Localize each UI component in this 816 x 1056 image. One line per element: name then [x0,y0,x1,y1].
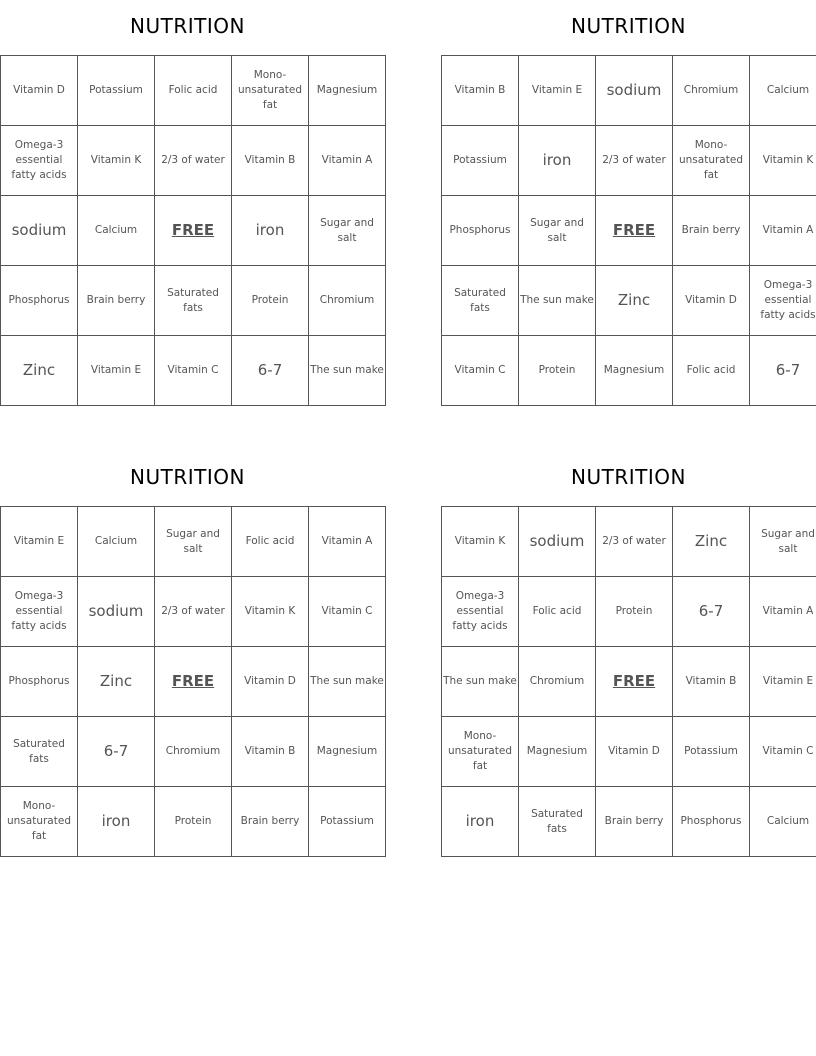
bingo-cell: Vitamin B [232,126,309,196]
bingo-cell: The sun make [519,266,596,336]
bingo-cell: sodium [519,507,596,577]
bingo-cell: Sugar and salt [519,196,596,266]
grid-row [442,56,816,126]
bingo-cell: Phosphorus [1,266,78,336]
grid-row [1,717,386,787]
grid-row [442,336,816,406]
bingo-cell: Chromium [519,647,596,717]
bingo-cell: Brain berry [673,196,750,266]
bingo-cell: iron [232,196,309,266]
bingo-cell: Vitamin D [596,717,673,787]
bingo-cell: Brain berry [596,787,673,857]
bingo-cell: Sugar and salt [750,507,816,577]
bingo-cell: Folic acid [155,56,232,126]
bingo-cell: Vitamin D [1,56,78,126]
bingo-cell: Phosphorus [673,787,750,857]
bingo-cell: 2/3 of water [596,507,673,577]
bingo-cell: 6-7 [750,336,816,406]
card-title: NUTRITION [130,14,245,38]
grid-row [442,507,816,577]
bingo-cell: Vitamin E [750,647,816,717]
grid-row [442,266,816,336]
bingo-grid [0,506,386,857]
bingo-cell: Folic acid [519,577,596,647]
bingo-cell: Vitamin C [309,577,386,647]
grid-row [1,647,386,717]
bingo-cell: Vitamin C [155,336,232,406]
bingo-cell: Mono-unsaturated fat [673,126,750,196]
bingo-cell: Vitamin A [750,196,816,266]
bingo-cell: Magnesium [309,717,386,787]
bingo-cell: Vitamin E [1,507,78,577]
bingo-cell: Zinc [1,336,78,406]
bingo-cell: Vitamin K [442,507,519,577]
bingo-cell: Vitamin K [232,577,309,647]
bingo-cell: Zinc [596,266,673,336]
bingo-cell: Vitamin K [78,126,155,196]
bingo-cell: Omega-3 essential fatty acids [1,577,78,647]
bingo-cell: Calcium [750,787,816,857]
bingo-cell: iron [519,126,596,196]
bingo-cell: Vitamin D [673,266,750,336]
bingo-cell: Omega-3 essential fatty acids [750,266,816,336]
bingo-cell: iron [78,787,155,857]
free-cell: FREE [596,196,673,266]
bingo-cell: Calcium [78,507,155,577]
bingo-cell: Mono-unsaturated fat [1,787,78,857]
bingo-cell: Vitamin A [750,577,816,647]
bingo-cell: 2/3 of water [155,577,232,647]
free-cell: FREE [155,196,232,266]
bingo-cell: Phosphorus [1,647,78,717]
bingo-cell: Magnesium [309,56,386,126]
bingo-cell: Omega-3 essential fatty acids [442,577,519,647]
bingo-cell: Vitamin K [750,126,816,196]
free-cell: FREE [155,647,232,717]
bingo-grid [0,55,386,406]
card-title: NUTRITION [571,14,686,38]
bingo-cell: 6-7 [673,577,750,647]
bingo-cell: Chromium [309,266,386,336]
grid-row [1,266,386,336]
grid-row [1,787,386,857]
bingo-cell: Sugar and salt [309,196,386,266]
bingo-cell: Folic acid [673,336,750,406]
bingo-cell: Zinc [673,507,750,577]
bingo-cell: Potassium [78,56,155,126]
bingo-cell: Saturated fats [155,266,232,336]
bingo-grid [441,55,816,406]
bingo-cell: Protein [519,336,596,406]
bingo-cell: Phosphorus [442,196,519,266]
grid-row [1,126,386,196]
bingo-cell: Protein [596,577,673,647]
bingo-cell: Vitamin B [442,56,519,126]
grid-row [442,787,816,857]
bingo-cell: Vitamin E [78,336,155,406]
bingo-cell: Saturated fats [442,266,519,336]
bingo-cell: Calcium [750,56,816,126]
bingo-cell: Potassium [673,717,750,787]
bingo-cell: 6-7 [232,336,309,406]
bingo-cell: sodium [1,196,78,266]
bingo-cell: Saturated fats [1,717,78,787]
bingo-cell: 2/3 of water [155,126,232,196]
bingo-cell: Magnesium [519,717,596,787]
bingo-cell: Mono-unsaturated fat [232,56,309,126]
bingo-cell: Vitamin A [309,126,386,196]
grid-row [442,647,816,717]
bingo-cell: Chromium [673,56,750,126]
bingo-cell: Potassium [309,787,386,857]
bingo-cell: Vitamin C [442,336,519,406]
bingo-cell: The sun make [442,647,519,717]
bingo-cell: Vitamin A [309,507,386,577]
bingo-cell: iron [442,787,519,857]
bingo-cell: Brain berry [78,266,155,336]
bingo-cell: sodium [78,577,155,647]
grid-row [1,56,386,126]
bingo-cell: The sun make [309,647,386,717]
grid-row [1,577,386,647]
bingo-cell: Omega-3 essential fatty acids [1,126,78,196]
bingo-cell: Zinc [78,647,155,717]
bingo-cell: Protein [155,787,232,857]
bingo-cell: Potassium [442,126,519,196]
card-title: NUTRITION [130,465,245,489]
bingo-cell: Sugar and salt [155,507,232,577]
bingo-cell: Protein [232,266,309,336]
bingo-cell: Vitamin E [519,56,596,126]
bingo-cell: 2/3 of water [596,126,673,196]
grid-row [1,196,386,266]
bingo-grid [441,506,816,857]
grid-row [442,577,816,647]
bingo-cell: sodium [596,56,673,126]
bingo-cell: Saturated fats [519,787,596,857]
bingo-cell: Mono-unsaturated fat [442,717,519,787]
grid-row [1,336,386,406]
bingo-cell: 6-7 [78,717,155,787]
bingo-cell: The sun make [309,336,386,406]
free-cell: FREE [596,647,673,717]
grid-row [1,507,386,577]
bingo-cell: Folic acid [232,507,309,577]
bingo-cell: Vitamin B [673,647,750,717]
bingo-cell: Vitamin B [232,717,309,787]
bingo-cell: Chromium [155,717,232,787]
grid-row [442,717,816,787]
grid-row [442,196,816,266]
bingo-cell: Vitamin D [232,647,309,717]
bingo-cell: Magnesium [596,336,673,406]
card-title: NUTRITION [571,465,686,489]
bingo-cell: Brain berry [232,787,309,857]
bingo-cell: Vitamin C [750,717,816,787]
bingo-cell: Calcium [78,196,155,266]
grid-row [442,126,816,196]
